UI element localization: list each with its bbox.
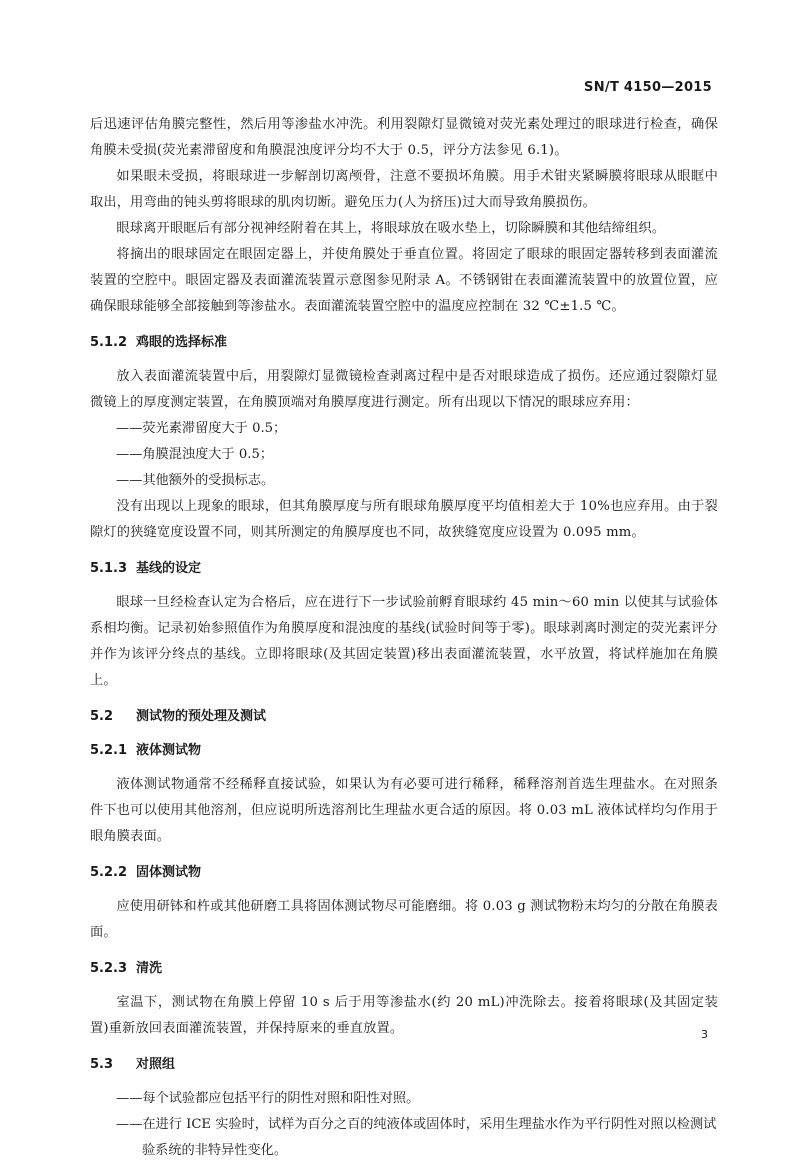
section-number: 5.2.2 xyxy=(90,865,128,880)
section-title: 测试物的预处理及测试 xyxy=(136,709,267,724)
section-title: 固体测试物 xyxy=(136,865,202,880)
page-number: 3 xyxy=(701,1028,708,1041)
section-number: 5.2.3 xyxy=(90,961,128,976)
paragraph: 放入表面灌流装置中后，用裂隙灯显微镜检查剥离过程中是否对眼球造成了损伤。还应通过裂隙灯显微镜上的厚度测定装置，在角膜顶端对角膜厚度进行测定。所有出现以下情况的眼球应弃用： xyxy=(90,369,718,410)
list-item: ——角膜混浊度大于 0.5； xyxy=(116,447,274,462)
document-body xyxy=(90,112,718,1164)
section-heading-5-2-3 xyxy=(90,958,718,980)
list-item: ——其他额外的受损标志。 xyxy=(116,473,275,488)
list-item: ——每个试验都应包括平行的阴性对照和阳性对照。 xyxy=(116,1091,420,1106)
paragraph: 将摘出的眼球固定在眼固定器上，并使角膜处于垂直位置。将固定了眼球的眼固定器转移到表面灌流装置的空腔中。眼固定器及表面灌流装置示意图参见附录 A。不锈钢钳在表面灌流装置中的放置位置，应确保眼球能够全部接触到等渗盐水。表面灌流装置空腔中的温度应控制在 32 ℃±1.5 ℃。 xyxy=(90,247,718,314)
section-number: 5.3 xyxy=(90,1057,114,1072)
section-heading-5-2-2 xyxy=(90,862,718,884)
section-title: 清洗 xyxy=(136,961,163,976)
section-number: 5.2.1 xyxy=(90,743,128,758)
paragraph: 应使用研钵和杵或其他研磨工具将固体测试物尽可能磨细。将 0.03 g 测试物粉末均匀的分散在角膜表面。 xyxy=(90,899,718,940)
paragraph: 没有出现以上现象的眼球，但其角膜厚度与所有眼球角膜厚度平均值相差大于 10%也应弃用。由于裂隙灯的狭缝宽度设置不同，则其所测定的角膜厚度也不同，故狭缝宽度应设置为 0.095 mm。 xyxy=(90,499,718,540)
section-heading-5-1-3 xyxy=(90,558,718,580)
paragraph: 室温下，测试物在角膜上停留 10 s 后于用等渗盐水(约 20 mL)冲洗除去。接着将眼球(及其固定装置)重新放回表面灌流装置，并保持原来的垂直放置。 xyxy=(90,995,718,1036)
section-heading-5-1-2 xyxy=(90,332,718,354)
list-item: ——在进行 ICE 实验时，试样为百分之百的纯液体或固体时，采用生理盐水作为平行阴性对照以检测试验系统的非特异性变化。 xyxy=(116,1117,717,1158)
paragraph: 眼球一旦经检查认定为合格后，应在进行下一步试验前孵育眼球约 45 min～60 min 以使其与试验体系相均衡。记录初始参照值作为角膜厚度和混浊度的基线(试验时间等于零)。眼球剥离时测定的荧光素评分并作为该评分终点的基线。立即将眼球(及其固定装置)移出表面灌流装置，水平放置，将试样施加在角膜上。 xyxy=(90,595,718,688)
section-heading-5-2 xyxy=(90,706,718,728)
section-number: 5.1.3 xyxy=(90,561,128,576)
paragraph: 液体测试物通常不经稀释直接试验，如果认为有必要可进行稀释，稀释溶剂首选生理盐水。在对照条件下也可以使用其他溶剂，但应说明所选溶剂比生理盐水更合适的原因。将 0.03 mL 液体试样均匀作用于眼角膜表面。 xyxy=(90,777,718,844)
list-item: ——荧光素滞留度大于 0.5； xyxy=(116,421,287,436)
section-number: 5.2 xyxy=(90,709,114,724)
standard-code: SN/T 4150—2015 xyxy=(584,80,712,95)
section-title: 液体测试物 xyxy=(136,743,202,758)
section-title: 对照组 xyxy=(136,1057,176,1072)
section-number: 5.1.2 xyxy=(90,335,128,350)
paragraph: 如果眼未受损，将眼球进一步解剖切离颅骨，注意不要损坏角膜。用手术钳夹紧瞬膜将眼球从眼眶中取出，用弯曲的钝头剪将眼球的肌肉切断。避免压力(人为挤压)过大而导致角膜损伤。 xyxy=(90,169,718,210)
paragraph: 眼球离开眼眶后有部分视神经附着在其上，将眼球放在吸水垫上，切除瞬膜和其他结缔组织。 xyxy=(116,221,666,236)
section-heading-5-2-1 xyxy=(90,740,718,762)
paragraph: 后迅速评估角膜完整性，然后用等渗盐水冲洗。利用裂隙灯显微镜对荧光素处理过的眼球进行检查，确保角膜未受损(荧光素滞留度和角膜混浊度评分均不大于 0.5，评分方法参见 6.1)。 xyxy=(90,117,718,158)
section-title: 鸡眼的选择标准 xyxy=(136,335,228,350)
section-title: 基线的设定 xyxy=(136,561,202,576)
section-heading-5-3 xyxy=(90,1054,718,1076)
